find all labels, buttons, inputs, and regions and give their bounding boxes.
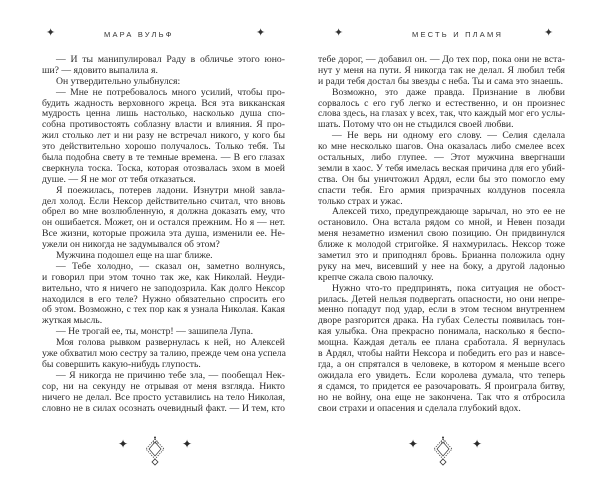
text-line: свои страхи и опасения и сделала глубокий вдох. [318,402,521,414]
text-line: ближе к молодой стригойке. Я нахмурилась. Нексор тоже [318,239,565,251]
text-line: Нужно что-то предпринять, пока ситуация не обост- [332,282,565,294]
text-line: Моя голова рывком развернулась к ней, но Алексей [56,337,285,349]
body-text [318,55,565,414]
text-line: — Мне не потребовалось много усилий, чтобы про- [56,86,285,98]
star-ornament-icon: ✦ [46,27,56,39]
text-line: шать. Потому что он не стыдился своей любви. [318,119,514,131]
text-line: — Не верь ни одному его слову. — Селия сделала [332,130,565,142]
text-line: в Ардял, чтобы найти Нексора и победить его раз и навсе- [318,348,565,360]
text-line: кая улыбка. Она прекрасно понимала, насколько я беспо- [318,326,565,338]
text-line: собна противостоять соблазну власти и влияния. Я про- [42,119,285,131]
text-line: и ради тебя достал бы звезды с неба. Ты и сама это знаешь. [318,75,564,87]
text-line: Мужчина подошел еще на шаг ближе. [56,250,213,262]
text-line: — Тебе холодно, — сказал он, заметно волнуясь, [56,260,285,272]
text-line: нут у меня на пути. Я никогда так не делал. Я любил тебя [318,64,565,76]
text-line: жил столько лет и ни разу не встречал никого, у кого бы [42,130,285,142]
text-line: и говорил при этом точно так же, как Николай. Неуди- [42,271,285,283]
text-line: Он утвердительно улыбнулся: [56,75,181,87]
text-line: — Я никогда не причиню тебе зла, — пообещал Нек- [56,369,285,381]
text-line: ши? — ядовито выпалила я. [42,64,158,76]
text-line: рилась. Детей нельзя подвергать опасности, но они непре- [318,293,565,305]
running-header: МЕСТЬ И ПЛАМЯ [412,30,504,39]
text-line: — Не трогай ее, ты, монстр! — зашипела Лупа. [56,326,254,338]
text-line: остановило. Она встала рядом со мной, и Невен позади [318,217,565,229]
text-line: только страх и ужас. [318,195,403,207]
text-line: гда, а он спрятался в человеке, в котором я меньше всего [318,358,565,370]
text-line: руку на меч, висевший у нее на боку, а другой ладонью [318,260,565,272]
text-line: это действительно хорошо получалось. Только тебя. Ты [42,141,285,153]
text-line: мощна. Каждая деталь ее плана сработала. Я вернулась [318,337,565,349]
text-line: ужели он никогда не задумывался об этом? [42,239,220,251]
star-ornament-icon: ✦ [256,27,266,39]
text-line: ства. Он бы уничтожил Ардял, если бы это помогло ему [318,173,565,185]
text-line: заметил это и приподнял бровь. Брианна положила одну [318,250,565,262]
page-number: 16 [152,440,158,446]
text-line: бы совершить какую-нибудь глупость. [42,358,201,370]
text-line: менно попадут под удар, если в этом тесном внутреннем [318,304,565,316]
text-line: сорвалось с его губ легко и естественно, и он произнес [318,97,565,109]
text-line: уже обхватил мою сестру за талию, прежде чем она успела [42,348,286,360]
text-line: вительно, что я ничего не заподозрила. Как долго Нексор [42,282,285,294]
text-line: дел холод. Если Нексор действительно считал, что вновь [42,195,285,207]
text-line: ожидала его увидеть. Если королева думала, что теперь [318,369,565,381]
text-line: остальных, либо глупее. — Этот мужчина ввергнаши [318,152,565,164]
text-line: сор, ни на секунду не отрывая от меня взгляда. Никто [42,380,285,392]
star-ornament-icon: ✦ [334,27,344,39]
text-line: но не войну, она еще не закончена. Так что я отбросила [318,391,565,403]
star-ornament-icon: ✦ [182,437,193,451]
body-text [42,55,285,414]
running-header: МАРА ВУЛЬФ [104,30,174,39]
text-line: меня незаметно изменил свою позицию. Он придвинулся [318,228,565,240]
text-line: крепче сжала свою палочку. [318,271,434,283]
text-line: тебе дорог, — добавил он. — До тех пор, пока они не вста- [318,54,565,65]
text-line: спасти тебя. Его армия призрачных колдунов посеяла [318,184,565,196]
text-line: он ошибается. Может, он и остался прежним. Но я — нет. [42,217,285,229]
text-line: обрел во мне возлюбленную, я должна доказать ему, что [42,206,285,218]
star-ornament-icon: ✦ [408,437,419,451]
text-line: была подобна свету в те темные времена. — В его глазах [42,152,285,164]
text-line: словно не в силах осознать очевидный факт. — И тем, кто [42,402,285,414]
text-line: Я поежилась, потерев ладони. Изнутри мной завла- [56,184,285,196]
text-line: мудрость ценна лишь настолько, насколько душа спо- [42,108,285,120]
text-line: Алексей тихо, предупреждающе зарычал, но это ее не [332,206,565,218]
text-line: Возможно, это даже правда. Признание в любви [332,86,565,98]
text-line: слова здесь, на глазах у всех, так, что каждый мог его услы- [318,108,566,120]
text-line: жуткая мысль. [42,315,103,327]
text-line: будить жадность верховного жреца. Вся эта викканская [42,97,285,109]
star-ornament-icon: ✦ [472,437,483,451]
text-line: земли в хаос. У тебя имелась веская причина для его убий- [318,162,565,174]
text-line: — И ты манипулировал Раду в обличье этого юно- [56,54,285,65]
text-line: об этом. Возможно, с тех пор как я узнала Николая. Какая [42,304,285,316]
text-line: сверкнула тоска. Тоска, которая отозвалась эхом в моей [42,162,285,174]
page-number: 17 [440,440,446,446]
star-ornament-icon: ✦ [118,437,129,451]
text-line: ничего не делал. Все просто уставились на тело Николая, [42,391,285,403]
text-line: Все жизни, которые прожила эта душа, изменили ее. Не- [42,228,285,240]
right-page [300,0,600,484]
star-ornament-icon: ✦ [544,27,554,39]
text-line: находился в его теле? Нужно обязательно спросить его [42,293,285,305]
text-line: душе. — Я не мог от тебя отказаться. [42,173,196,185]
text-line: дворе разгорится драка. На губах Селесты появилась тон- [318,315,565,327]
text-line: я сдамся, то придется ее разочаровать. Я проиграла битву, [318,380,565,392]
page-footer-ornament [108,428,208,464]
page-footer-ornament [396,428,496,464]
text-line: ко мне несколько шагов. Она оказалась либо смелее всех [318,141,565,153]
